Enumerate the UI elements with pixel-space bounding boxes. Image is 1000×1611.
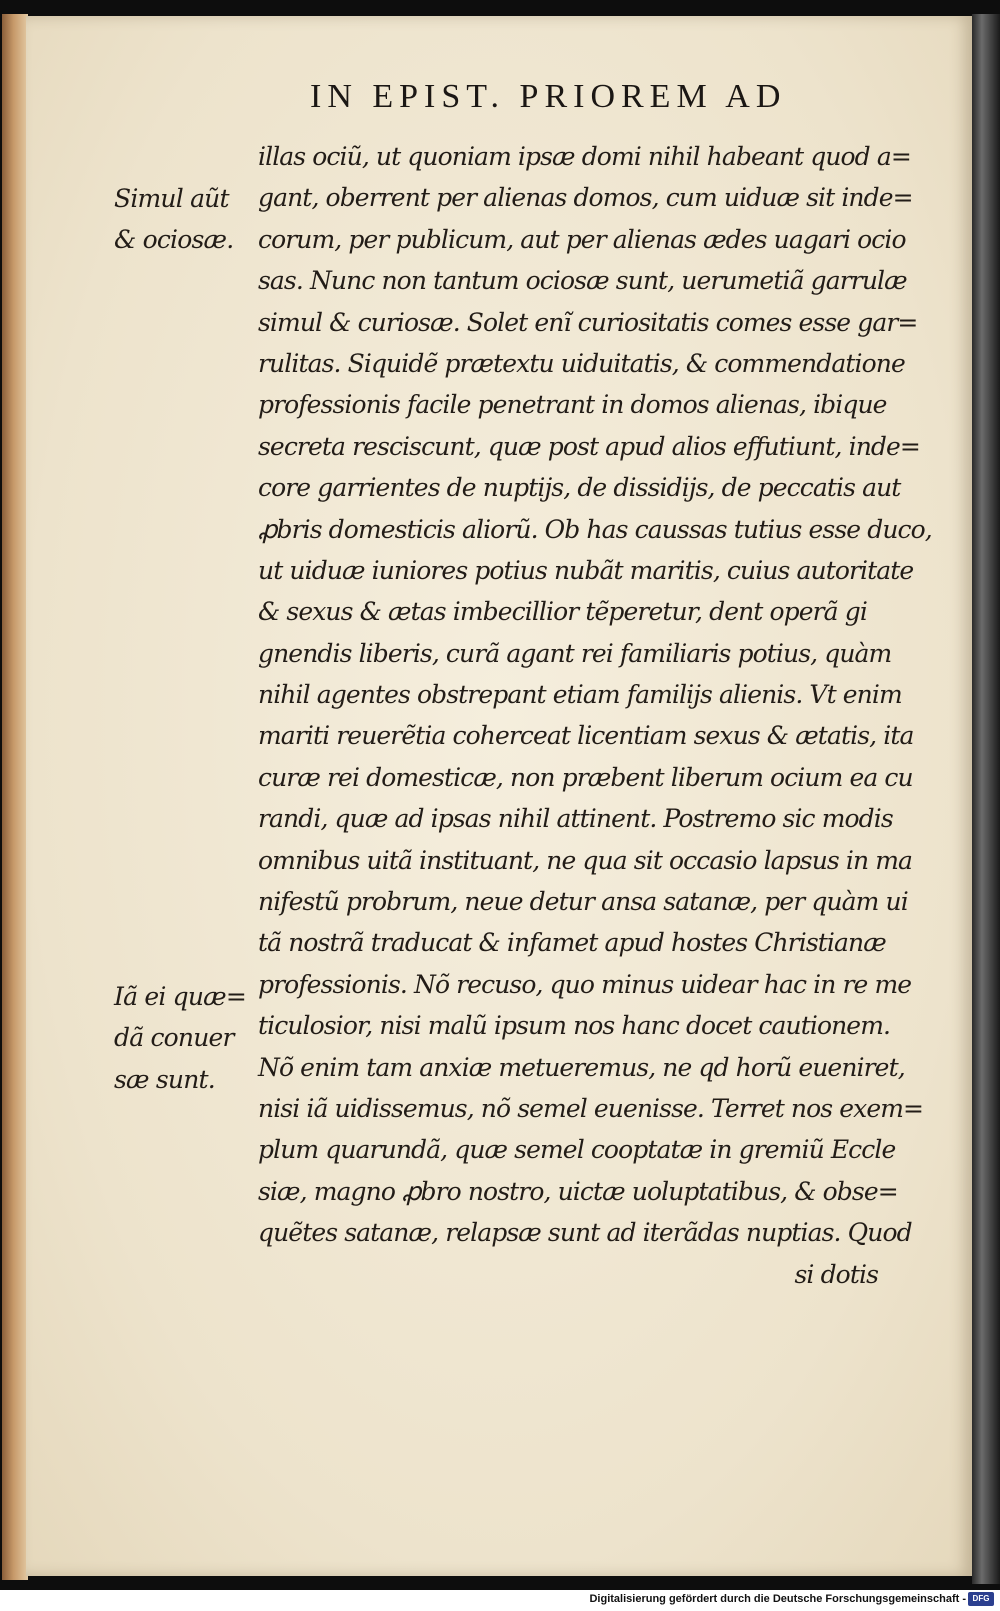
margin-note-line: Simul aũt	[114, 184, 229, 213]
text-line: gant, oberrent per alienas domos, cum uiduæ sit inde=	[258, 183, 913, 213]
text-line: sas. Nunc non tantum ociosæ sunt, uerumetiã garrulæ	[258, 266, 907, 296]
dfg-logo-icon: DFG	[968, 1592, 994, 1606]
margin-note-line: sæ sunt.	[114, 1064, 215, 1094]
text-line: core garrientes de nuptijs, de dissidijs, de peccatis aut	[258, 473, 901, 503]
book-spine-edge	[2, 14, 28, 1580]
text-line: rulitas. Siquidẽ prætextu uiduitatis, & commendatione	[258, 348, 905, 378]
text-line: professionis. Nõ recuso, quo minus uidear hac in re me	[258, 969, 912, 999]
text-line: professionis facile penetrant in domos alienas, ibique	[258, 390, 887, 420]
text-line: gnendis liberis, curã agant rei familiaris potius, quàm	[258, 638, 892, 668]
margin-note-2	[114, 976, 254, 1100]
text-line: omnibus uitã instituant, ne qua sit occasio lapsus in ma	[258, 845, 913, 875]
text-line: plum quarundã, quæ semel cooptatæ in gremiũ Eccle	[258, 1135, 896, 1165]
text-line: simul & curiosæ. Solet enĩ curiositatis comes esse gar=	[258, 307, 918, 337]
text-line: siæ, magno ꝓbro nostro, uictæ uoluptatibus, & obse=	[258, 1176, 898, 1206]
text-line: curæ rei domesticæ, non præbent liberum ocium ea cu	[258, 762, 913, 792]
body-text	[258, 136, 932, 1295]
text-line: secreta resciscunt, quæ post apud alios effutiunt, inde=	[258, 431, 920, 461]
text-line: mariti reuerẽtia coherceat licentiam sexus & ætatis, ita	[258, 721, 914, 751]
text-line: nisi iã uidissemus, nõ semel euenisse. Terret nos exem=	[258, 1093, 924, 1123]
text-line: ꝓbris domesticis aliorũ. Ob has caussas tutius esse duco,	[258, 514, 932, 544]
running-head: IN EPIST. PRIOREM AD	[310, 78, 787, 115]
page-right-edge	[972, 14, 1000, 1584]
catchword-line: si dotis	[794, 1259, 878, 1289]
margin-note-line: dã conuer	[114, 1023, 234, 1053]
text-line: Nõ enim tam anxiæ metueremus, ne qd horũ eueniret,	[258, 1052, 905, 1082]
text-line: randi, quæ ad ipsas nihil attinent. Postremo sic modis	[258, 804, 893, 834]
text-line: & sexus & ætas imbecillior tẽperetur, dent operã gi	[258, 597, 867, 627]
text-line: ut uiduæ iuniores potius nubãt maritis, cuius autoritate	[258, 555, 914, 585]
text-line: tã nostrã traducat & infamet apud hostes Christianæ	[258, 928, 886, 958]
text-line: illas ociũ, ut quoniam ipsæ domi nihil habeant quod a=	[258, 142, 911, 171]
margin-note-1	[114, 178, 254, 261]
text-line: ticulosior, nisi malũ ipsum nos hanc docet cautionem.	[258, 1011, 891, 1041]
margin-note-line: Iã ei quæ=	[114, 982, 247, 1011]
text-line: corum, per publicum, aut per alienas ædes uagari ocio	[258, 224, 906, 254]
text-line: nifestũ probrum, neue detur ansa satanæ, per quàm ui	[258, 887, 908, 917]
digitization-credit: Digitalisierung gefördert durch die Deutsche Forschungsgemeinschaft -	[589, 1593, 966, 1605]
text-line: quẽtes satanæ, relapsæ sunt ad iterãdas nuptias. Quod	[258, 1218, 912, 1248]
text-line: nihil agentes obstrepant etiam familijs alienis. Vt enim	[258, 680, 902, 710]
margin-note-line: & ociosæ.	[114, 225, 234, 255]
